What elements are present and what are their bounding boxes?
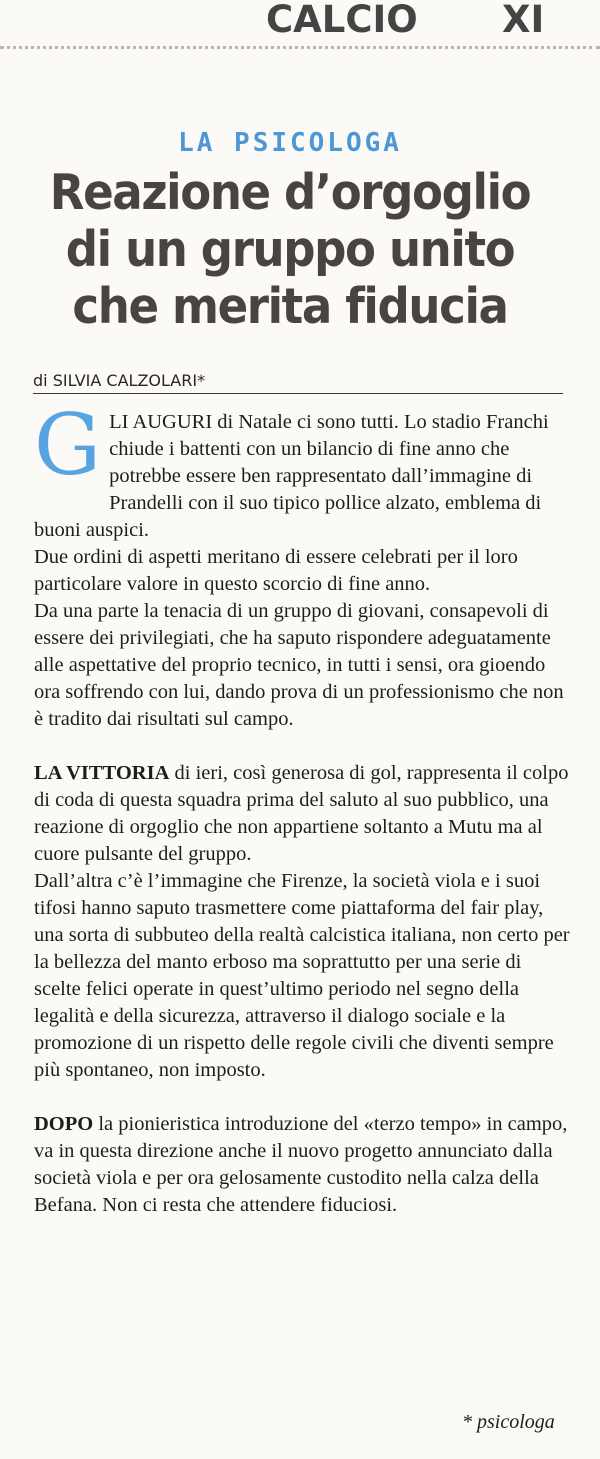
section-title: CALCIO: [266, 0, 418, 41]
page-header: [0, 0, 600, 49]
article-body: [34, 396, 570, 1219]
paragraph-6: [34, 1111, 570, 1219]
drop-cap: G: [34, 396, 102, 494]
paragraph-5: Dall’altra c’è l’immagine che Firenze, la società viola e i suoi tifosi hanno saputo trasmettere come piattaforma del fair play, una sorta di subbuteo della realtà calcistica italiana, non certo per la bellezza del manto erboso ma soprattutto per una serie di scelte felici operate in quest’ultimo periodo nel segno della legalità e della sicurezza, attraverso il dialogo sociale e la promozione di un rispetto delle regole civili che diventi sempre più spontaneo, non imposto.: [34, 870, 570, 1081]
paragraph-6-text: la pionieristica introduzione del «terzo tempo» in campo, va in questa direzione anche il nuovo progetto annunciato dalla società viola e per ora gelosamente custodito nella calza della Befana. Non ci resta che attendere fiduciosi.: [34, 1113, 568, 1216]
paragraph-1-lead: LI AUGURI: [109, 411, 213, 433]
paragraph-1-text: di Natale ci sono tutti. Lo stadio Franchi chiude i battenti con un bilancio di fine anno che potrebbe essere ben rappresentato dall’immagine di Prandelli con il suo tipico pollice alzato, emblema di buoni auspici.: [34, 411, 549, 541]
paragraph-6-lead: DOPO: [34, 1113, 94, 1135]
paragraph-4-lead: LA VITTORIA: [34, 762, 170, 784]
author-signoff: * psicologa: [462, 1411, 555, 1433]
paragraph-4: [34, 760, 570, 868]
paragraph-3: Da una parte la tenacia di un gruppo di giovani, consapevoli di essere dei privilegiati, che ha saputo rispondere adeguatamente alle aspettative del proprio tecnico, in tutti i sensi, ora gioendo ora soffrendo con lui, dando prova di un professionismo che non è tradito dai risultati sul campo.: [34, 600, 564, 730]
article-headline: Reazione d’orgoglio di un gruppo unito che merita fiducia: [49, 164, 531, 335]
paragraph-4-text: di ieri, così generosa di gol, rappresenta il colpo di coda di questa squadra prima del saluto al suo pubblico, una reazione di orgoglio che non appartiene soltanto a Mutu ma al cuore pulsante del gruppo.: [34, 762, 569, 865]
page-number: XI: [502, 0, 545, 41]
paragraph-2: Due ordini di aspetti meritano di essere celebrati per il loro particolare valore in questo scorcio di fine anno.: [34, 546, 518, 595]
article-kicker: LA PSICOLOGA: [178, 128, 402, 158]
article-byline: di SILVIA CALZOLARI*: [33, 371, 563, 394]
paragraph-1: [34, 396, 570, 544]
